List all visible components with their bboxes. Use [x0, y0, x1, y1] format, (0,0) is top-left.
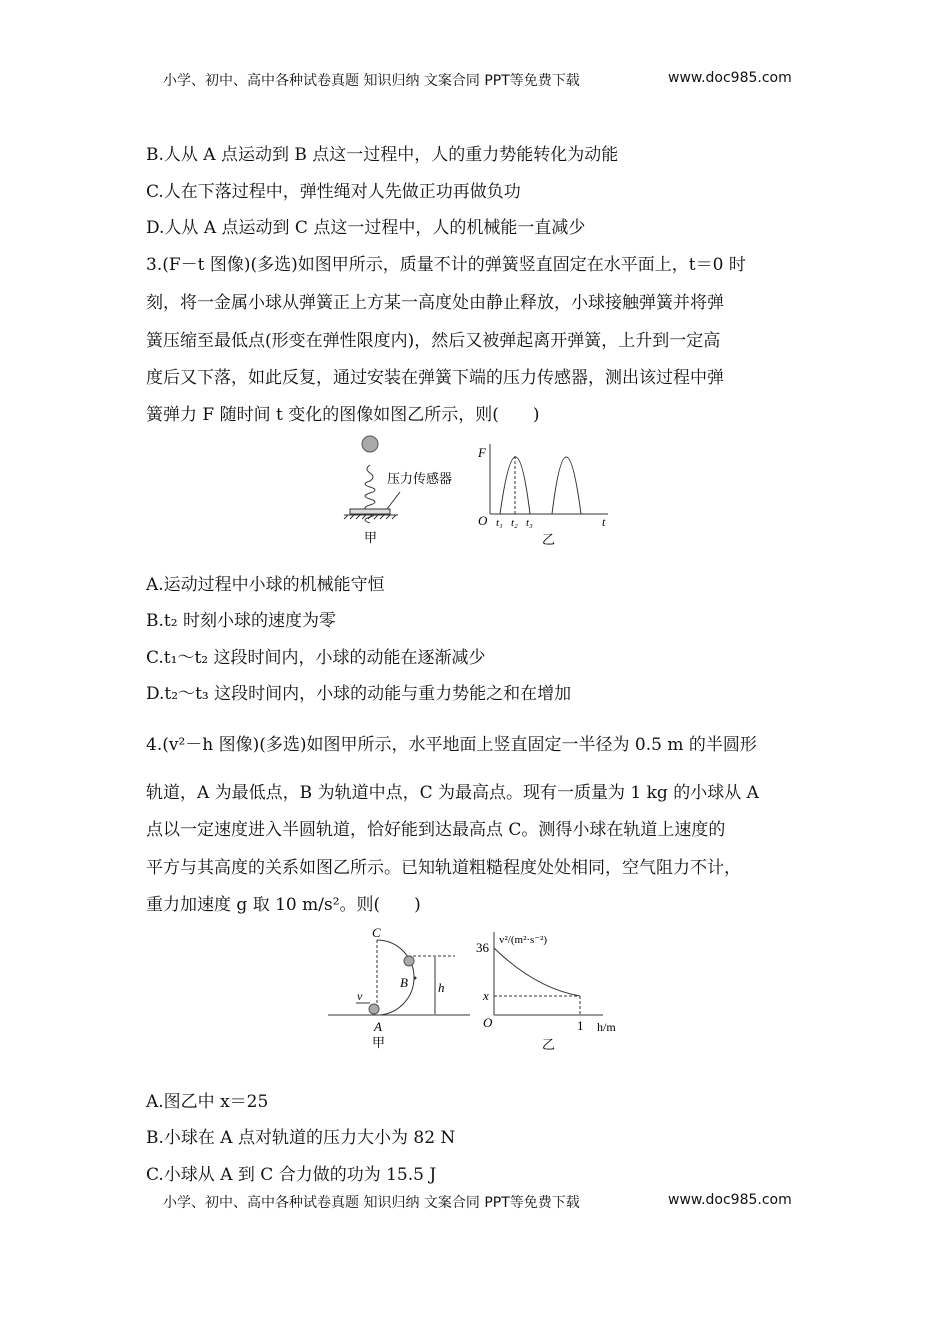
footer-text: 小学、初中、高中各种试卷真题 知识归纳 文案合同 PPT等免费下载 [163, 1195, 580, 1211]
q3-line: 3.(F－t 图像)(多选)如图甲所示，质量不计的弹簧竖直固定在水平面上，t＝0 时 [146, 255, 746, 275]
label-a: A [374, 1019, 382, 1034]
x-1: 1 [577, 1018, 584, 1033]
label-c: C [372, 925, 381, 940]
q3-option-a: A.运动过程中小球的机械能守恒 [146, 575, 385, 595]
y-36: 36 [476, 940, 489, 955]
caption-jia: 甲 [372, 1035, 386, 1050]
caption-jia: 甲 [364, 530, 378, 545]
caption-yi: 乙 [542, 1037, 556, 1052]
y-x: x [483, 988, 489, 1003]
semicircle-track-diagram [328, 925, 470, 1050]
force-time-graph [477, 444, 608, 547]
tick-t2: t₂ [511, 517, 518, 529]
axis-h: h/m [597, 1020, 616, 1034]
q4-line: 4.(v²－h 图像)(多选)如图甲所示，水平地面上竖直固定一半径为 0.5 m 的半圆形 [146, 735, 757, 755]
q3-option-c: C.t₁～t₂ 这段时间内，小球的动能在逐渐减少 [146, 648, 486, 668]
q3-line: 刻，将一金属小球从弹簧正上方某一高度处由静止释放，小球接触弹簧并将弹 [146, 293, 724, 313]
q3-line: 簧压缩至最低点(形变在弹性限度内)，然后又被弹起离开弹簧，上升到一定高 [146, 331, 721, 351]
q2-option-d: D.人从 A 点运动到 C 点这一过程中，人的机械能一直减少 [146, 218, 586, 238]
q4-option-a: A.图乙中 x＝25 [146, 1092, 269, 1112]
v2-h-graph [476, 932, 616, 1052]
axis-f: F [478, 445, 486, 460]
header-url[interactable]: www.doc985.com [668, 70, 792, 86]
spring-diagram [344, 436, 452, 545]
q4-line: 点以一定速度进入半圆轨道，恰好能到达最高点 C。测得小球在轨道上速度的 [146, 820, 726, 840]
q2-option-c: C.人在下落过程中，弹性绳对人先做正功再做负功 [146, 182, 521, 202]
q4-line: 重力加速度 g 取 10 m/s²。则( ) [146, 895, 421, 915]
q3-option-d: D.t₂～t₃ 这段时间内，小球的动能与重力势能之和在增加 [146, 684, 572, 704]
origin: O [478, 513, 488, 528]
axis-v2: v²/(m²·s⁻²) [499, 934, 548, 946]
q4-line: 轨道，A 为最低点，B 为轨道中点，C 为最高点。现有一质量为 1 kg 的小球从 A [146, 783, 759, 803]
axis-t: t [602, 515, 606, 529]
label-b: B [400, 975, 408, 990]
caption-yi: 乙 [542, 532, 556, 547]
sensor-label: 压力传感器 [387, 471, 453, 486]
q3-line: 度后又下落，如此反复，通过安装在弹簧下端的压力传感器，测出该过程中弹 [146, 368, 724, 388]
q4-option-b: B.小球在 A 点对轨道的压力大小为 82 N [146, 1128, 456, 1148]
footer-url[interactable]: www.doc985.com [668, 1192, 792, 1208]
q4-option-c: C.小球从 A 到 C 合力做的功为 15.5 J [146, 1165, 437, 1185]
q3-option-b: B.t₂ 时刻小球的速度为零 [146, 611, 336, 631]
q4-line: 平方与其高度的关系如图乙所示。已知轨道粗糙程度处处相同，空气阻力不计， [146, 858, 741, 878]
q3-figure [330, 430, 630, 555]
label-h: h [438, 980, 445, 995]
q3-line: 簧弹力 F 随时间 t 变化的图像如图乙所示，则( ) [146, 405, 540, 425]
header-text: 小学、初中、高中各种试卷真题 知识归纳 文案合同 PPT等免费下载 [163, 73, 580, 89]
tick-t1: t₁ [496, 517, 503, 529]
origin: O [483, 1015, 493, 1030]
q2-option-b: B.人从 A 点运动到 B 点这一过程中，人的重力势能转化为动能 [146, 145, 619, 165]
tick-t3: t₃ [526, 517, 533, 529]
label-v: v [357, 989, 363, 1003]
q4-figure [320, 920, 630, 1060]
